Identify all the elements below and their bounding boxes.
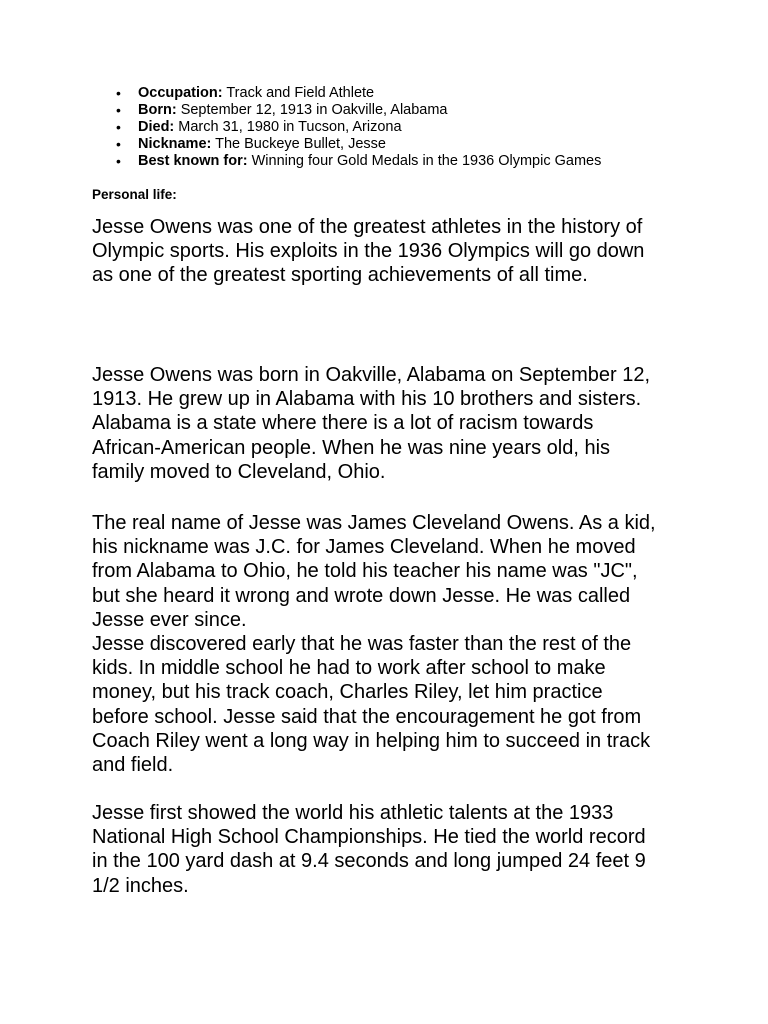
fact-value: The Buckeye Bullet, Jesse [211, 136, 386, 152]
paragraph-intro: Jesse Owens was one of the greatest athletes in the history of Olympic sports. His exploits in the 1936 Olympics will go down as one of the greatest sporting achievements of all time. [92, 216, 645, 287]
fact-item-born [112, 102, 601, 119]
fact-label: Best known for: [138, 153, 248, 169]
bullet-icon: • [116, 102, 121, 118]
fact-item-nickname [112, 136, 601, 153]
fact-label: Died: [138, 119, 175, 135]
facts-list [112, 85, 601, 170]
fact-item-occupation [112, 85, 601, 102]
fact-item-best-known-for [112, 153, 601, 170]
fact-item-died [112, 119, 601, 136]
bullet-icon: • [116, 85, 121, 101]
paragraph-championships: Jesse first showed the world his athletic talents at the 1933 National High School Championships. He tied the world record in the 100 yard dash at 9.4 seconds and long jumped 24 feet 9 1/2 inches. [92, 802, 646, 897]
fact-value: March 31, 1980 in Tucson, Arizona [174, 119, 402, 135]
fact-label: Born: [138, 102, 177, 118]
paragraph-name-and-school: The real name of Jesse was James Cleveland Owens. As a kid, his nickname was J.C. for James Cleveland. When he moved from Alabama to Ohio, he told his teacher his name was "JC", but she heard it wrong and wrote down Jesse. He was called Jesse ever since. Jesse discovered early that he was faster than the rest of the kids. In middle school he had to work after school to make money, but his track coach, Charles Riley, let him practice before school. Jesse said that the encouragement he got from Coach Riley went a long way in helping him to succeed in track and field. [92, 512, 656, 777]
fact-value: September 12, 1913 in Oakville, Alabama [176, 102, 448, 118]
bullet-icon: • [116, 119, 121, 135]
section-heading: Personal life: [92, 187, 177, 202]
fact-label: Occupation: [138, 85, 223, 101]
fact-value: Track and Field Athlete [222, 85, 375, 101]
paragraph-birth: Jesse Owens was born in Oakville, Alabama on September 12, 1913. He grew up in Alabama with his 10 brothers and sisters. Alabama is a state where there is a lot of racism towards African-American people. When he was nine years old, his family moved to Cleveland, Ohio. [92, 364, 651, 483]
fact-value: Winning four Gold Medals in the 1936 Olympic Games [247, 153, 602, 169]
bullet-icon: • [116, 136, 121, 152]
fact-label: Nickname: [138, 136, 212, 152]
bullet-icon: • [116, 153, 121, 169]
